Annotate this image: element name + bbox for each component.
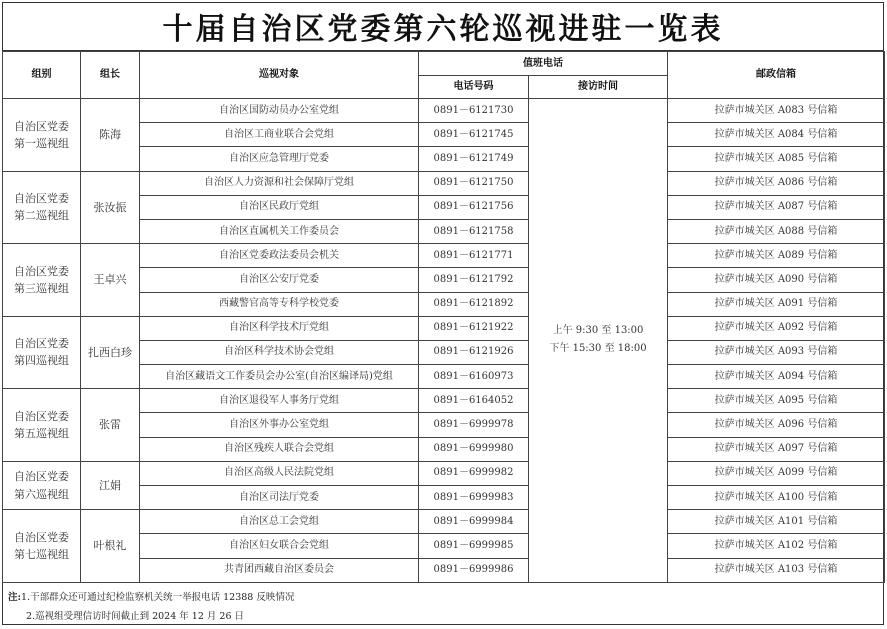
note-lead: 注:	[8, 592, 22, 603]
target-cell: 自治区总工会党组	[140, 510, 419, 534]
phone-cell: 0891－6999980	[419, 437, 529, 461]
target-cell: 自治区民政厅党组	[140, 195, 419, 219]
mailbox-cell: 拉萨市城关区 A094 号信箱	[668, 365, 885, 389]
table-row	[3, 244, 885, 268]
target-cell: 共青团西藏自治区委员会	[140, 558, 419, 582]
group-name-line2: 第六巡视组	[14, 487, 69, 501]
phone-cell: 0891－6164052	[419, 389, 529, 413]
mailbox-cell: 拉萨市城关区 A091 号信箱	[668, 292, 885, 316]
visit-time-line: 上午 9:30 至 13:00	[552, 325, 644, 337]
header-visit-time: 接访时间	[529, 76, 668, 99]
table-row	[3, 461, 885, 485]
group-name-line2: 第五巡视组	[14, 427, 69, 441]
mailbox-cell: 拉萨市城关区 A089 号信箱	[668, 244, 885, 268]
group-name-cell	[3, 389, 81, 462]
visit-time-cell	[529, 99, 668, 583]
table-row	[3, 510, 885, 534]
phone-cell: 0891－6121926	[419, 340, 529, 364]
mailbox-cell: 拉萨市城关区 A095 号信箱	[668, 389, 885, 413]
phone-cell: 0891－6121730	[419, 99, 529, 123]
group-leader-cell: 扎西白珍	[81, 316, 140, 389]
header-phone-number: 电话号码	[419, 76, 529, 99]
phone-cell: 0891－6121771	[419, 244, 529, 268]
mailbox-cell: 拉萨市城关区 A088 号信箱	[668, 219, 885, 243]
target-cell: 自治区人力资源和社会保障厅党组	[140, 171, 419, 195]
mailbox-cell: 拉萨市城关区 A092 号信箱	[668, 316, 885, 340]
group-name-line1: 自治区党委	[14, 530, 69, 544]
group-name-line1: 自治区党委	[14, 337, 69, 351]
group-name-line2: 第三巡视组	[14, 281, 69, 295]
group-name-line2: 第一巡视组	[14, 136, 69, 150]
page-title: 十届自治区党委第六轮巡视进驻一览表	[2, 2, 884, 51]
target-cell: 西藏警官高等专科学校党委	[140, 292, 419, 316]
header-duty-phone: 值班电话	[419, 52, 668, 76]
note-1-text: 1.干部群众还可通过纪检监察机关统一举报电话 12388 反映情况	[21, 592, 295, 603]
group-name-cell	[3, 244, 81, 317]
group-name-cell	[3, 461, 81, 509]
group-leader-cell: 张雷	[81, 389, 140, 462]
phone-cell: 0891－6121758	[419, 219, 529, 243]
note-1	[8, 589, 294, 603]
target-cell: 自治区残疾人联合会党组	[140, 437, 419, 461]
phone-cell: 0891－6121749	[419, 147, 529, 171]
phone-cell: 0891－6999986	[419, 558, 529, 582]
table-row	[3, 99, 885, 123]
mailbox-cell: 拉萨市城关区 A102 号信箱	[668, 534, 885, 558]
mailbox-cell: 拉萨市城关区 A087 号信箱	[668, 195, 885, 219]
target-cell: 自治区科学技术厅党组	[140, 316, 419, 340]
phone-cell: 0891－6121756	[419, 195, 529, 219]
target-cell: 自治区外事办公室党组	[140, 413, 419, 437]
mailbox-cell: 拉萨市城关区 A083 号信箱	[668, 99, 885, 123]
mailbox-cell: 拉萨市城关区 A100 号信箱	[668, 486, 885, 510]
group-name-line2: 第四巡视组	[14, 354, 69, 368]
phone-cell: 0891－6999984	[419, 510, 529, 534]
mailbox-cell: 拉萨市城关区 A101 号信箱	[668, 510, 885, 534]
target-cell: 自治区退役军人事务厅党组	[140, 389, 419, 413]
target-cell: 自治区高级人民法院党组	[140, 461, 419, 485]
target-cell: 自治区党委政法委员会机关	[140, 244, 419, 268]
target-cell: 自治区司法厅党委	[140, 486, 419, 510]
inspection-table	[2, 51, 885, 583]
phone-cell: 0891－6999978	[419, 413, 529, 437]
group-name-line1: 自治区党委	[14, 119, 69, 133]
header-mailbox: 邮政信箱	[668, 52, 885, 99]
group-name-cell	[3, 99, 81, 172]
group-name-cell	[3, 510, 81, 583]
target-cell: 自治区妇女联合会党组	[140, 534, 419, 558]
table-body	[3, 99, 885, 583]
phone-cell: 0891－6121892	[419, 292, 529, 316]
mailbox-cell: 拉萨市城关区 A096 号信箱	[668, 413, 885, 437]
target-cell: 自治区工商业联合会党组	[140, 123, 419, 147]
target-cell: 自治区直属机关工作委员会	[140, 219, 419, 243]
phone-cell: 0891－6121792	[419, 268, 529, 292]
target-cell: 自治区科学技术协会党组	[140, 340, 419, 364]
phone-cell: 0891－6999982	[419, 461, 529, 485]
header-leader: 组长	[81, 52, 140, 99]
phone-cell: 0891－6121745	[419, 123, 529, 147]
table-row	[3, 171, 885, 195]
group-leader-cell: 陈海	[81, 99, 140, 172]
group-leader-cell: 叶根礼	[81, 510, 140, 583]
target-cell: 自治区藏语文工作委员会办公室(自治区编译局)党组	[140, 365, 419, 389]
notes	[2, 583, 884, 625]
mailbox-cell: 拉萨市城关区 A099 号信箱	[668, 461, 885, 485]
mailbox-cell: 拉萨市城关区 A084 号信箱	[668, 123, 885, 147]
group-name-cell	[3, 171, 81, 244]
visit-time-line: 下午 15:30 至 18:00	[549, 343, 647, 355]
phone-cell: 0891－6999983	[419, 486, 529, 510]
group-name-line2: 第二巡视组	[14, 209, 69, 223]
group-name-line1: 自治区党委	[14, 192, 69, 206]
group-name-cell	[3, 316, 81, 389]
header-target: 巡视对象	[140, 52, 419, 99]
phone-cell: 0891－6160973	[419, 365, 529, 389]
mailbox-cell: 拉萨市城关区 A093 号信箱	[668, 340, 885, 364]
group-leader-cell: 王卓兴	[81, 244, 140, 317]
table-row	[3, 389, 885, 413]
group-name-line1: 自治区党委	[14, 264, 69, 278]
mailbox-cell: 拉萨市城关区 A090 号信箱	[668, 268, 885, 292]
group-name-line1: 自治区党委	[14, 470, 69, 484]
group-name-line1: 自治区党委	[14, 409, 69, 423]
header-group: 组别	[3, 52, 81, 99]
target-cell: 自治区国防动员办公室党组	[140, 99, 419, 123]
group-leader-cell: 张汝振	[81, 171, 140, 244]
group-name-line2: 第七巡视组	[14, 547, 69, 561]
group-leader-cell: 江娟	[81, 461, 140, 509]
phone-cell: 0891－6121750	[419, 171, 529, 195]
table-row	[3, 316, 885, 340]
target-cell: 自治区公安厅党委	[140, 268, 419, 292]
note-2: 2.巡视组受理信访时间截止到 2024 年 12 月 26 日	[26, 611, 245, 622]
target-cell: 自治区应急管理厅党委	[140, 147, 419, 171]
mailbox-cell: 拉萨市城关区 A086 号信箱	[668, 171, 885, 195]
mailbox-cell: 拉萨市城关区 A097 号信箱	[668, 437, 885, 461]
mailbox-cell: 拉萨市城关区 A103 号信箱	[668, 558, 885, 582]
phone-cell: 0891－6121922	[419, 316, 529, 340]
phone-cell: 0891－6999985	[419, 534, 529, 558]
mailbox-cell: 拉萨市城关区 A085 号信箱	[668, 147, 885, 171]
